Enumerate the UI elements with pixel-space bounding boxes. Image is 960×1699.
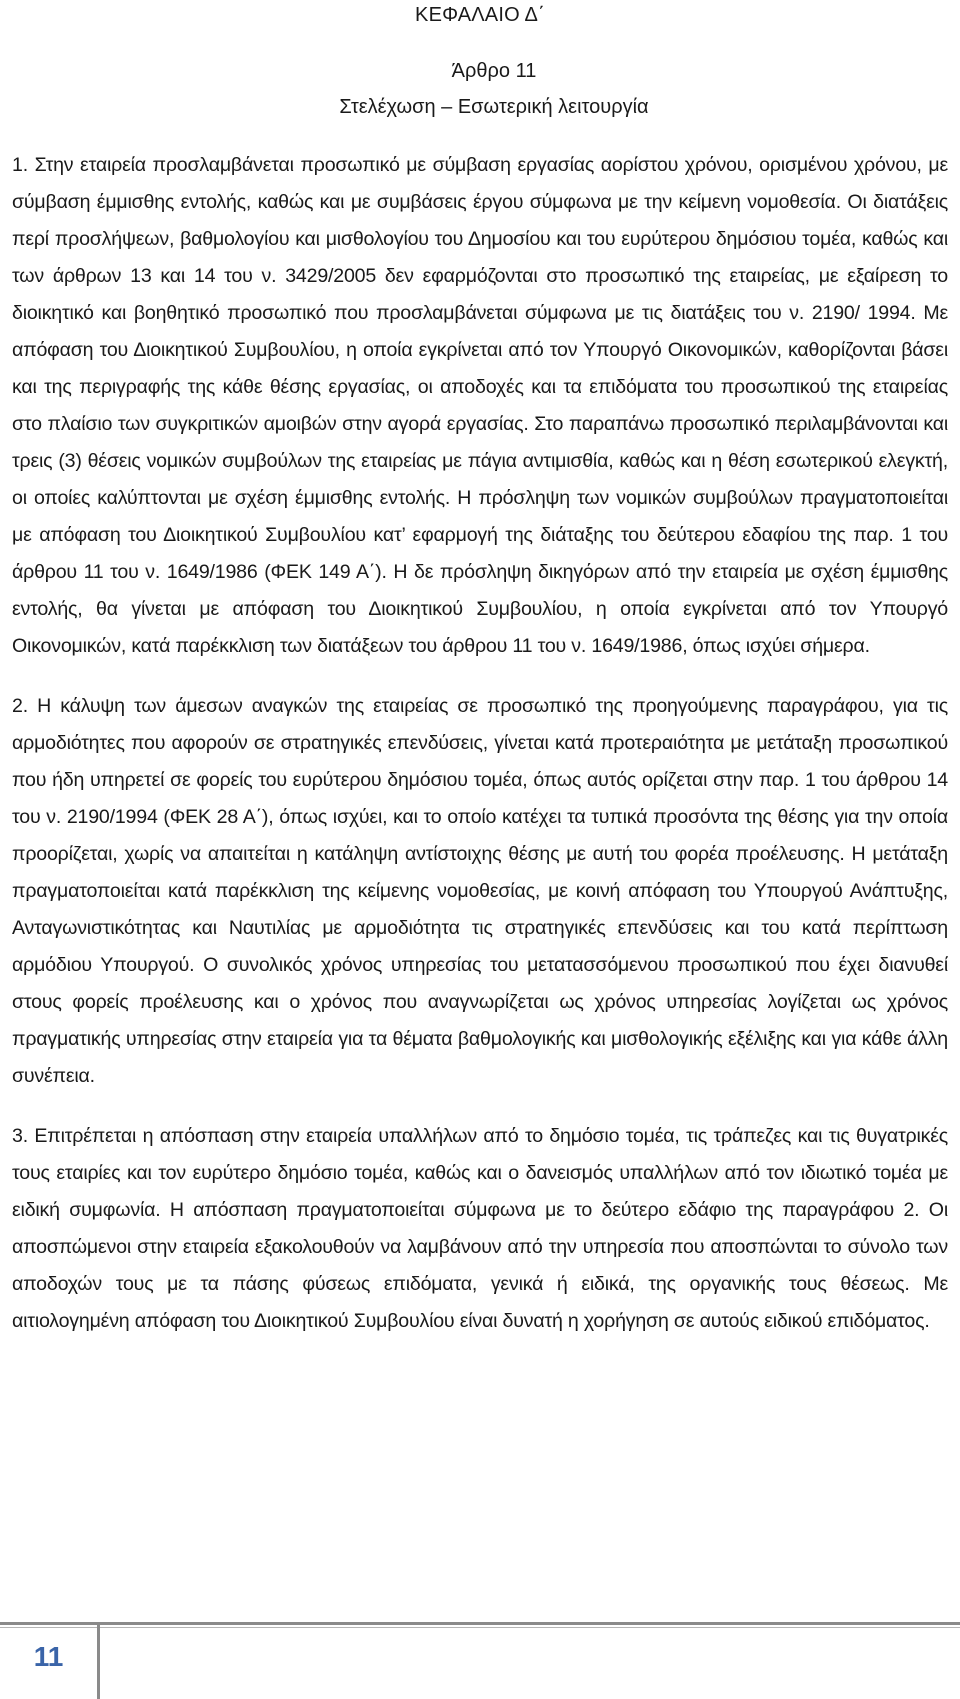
article-number: Άρθρο 11 xyxy=(451,60,537,82)
footer-divider xyxy=(0,1622,960,1625)
paragraph-3: 3. Επιτρέπεται η απόσπαση στην εταιρεία υπαλλήλων από το δημόσιο τομέα, τις τράπεζες και τις θυγατρικές τους εταιρίες και τον ευρύτερο δημόσιο τομέα, καθώς και ο δανεισμός υπαλλήλων από τον ιδιωτικό τομέα με ειδική συμφωνία. Η απόσπαση πραγματοποιείται σύμφωνα με το δεύτερο εδάφιο της παραγράφου 2. Οι αποσπώμενοι στην εταιρεία εξακολουθούν να λαμβάνουν από την υπηρεσία που αποσπώνται το σύνολο των αποδοχών τους με τα πάσης φύσεως επιδόματα, γενικά ή ειδικά, της οργανικής τους θέσεως. Με αιτιολογημένη απόφαση του Διοικητικού Συμβουλίου είναι δυνατή η χορήγηση σε αυτούς ειδικού επιδόματος. xyxy=(12,1125,948,1332)
page-number: 11 xyxy=(33,1641,64,1672)
paragraph-1: 1. Στην εταιρεία προσλαμβάνεται προσωπικό με σύμβαση εργασίας αορίστου χρόνου, ορισμένου χρόνου, με σύμβαση έμμισθης εντολής, καθώς και με συμβάσεις έργου σύμφωνα με την κείμενη νομοθεσία. Οι διατάξεις περί προσλήψεων, βαθμολογίου και μισθολογίου του Δημοσίου και του ευρύτερου δημόσιου τομέα, καθώς και των άρθρων 13 και 14 του ν. 3429/2005 δεν εφαρμόζονται στο προσωπικό της εταιρείας, με εξαίρεση το διοικητικό και βοηθητικό προσωπικό που προσλαμβάνεται σύμφωνα με τις διατάξεις του ν. 2190/ 1994. Με απόφαση του Διοικητικού Συμβουλίου, η οποία εγκρίνεται από τον Υπουργό Οικονομικών, καθορίζονται βάσει και της περιγραφής της κάθε θέσης εργασίας, οι αποδοχές και τα επιδόματα του προσωπικού της εταιρείας στο πλαίσιο των συγκριτικών αμοιβών στην αγορά εργασίας. Στο παραπάνω προσωπικό περιλαμβάνονται και τρεις (3) θέσεις νομικών συμβούλων της εταιρείας με πάγια αντιμισθία, καθώς και η θέση εσωτερικού ελεγκτή, οι οποίες καλύπτονται με σχέση έμμισθης εντολής. Η πρόσληψη των νομικών συμβούλων πραγματοποιείται με απόφαση του Διοικητικού Συμβουλίου κατ’ εφαρμογή της διάταξης του δεύτερου εδαφίου της παρ. 1 του άρθρου 11 του ν. 1649/1986 (ΦΕΚ 149 Α΄). Η δε πρόσληψη δικηγόρων από την εταιρεία με σχέση έμμισθης εντολής, θα γίνεται με απόφαση του Διοικητικού Συμβουλίου, η οποία εγκρίνεται από τον Υπουργό Οικονομικών, κατά παρέκκλιση των διατάξεων του άρθρου 11 του ν. 1649/1986, όπως ισχύει σήμερα. xyxy=(12,154,948,657)
footer-vertical-divider xyxy=(97,1622,100,1699)
paragraph-2: 2. Η κάλυψη των άμεσων αναγκών της εταιρείας σε προσωπικό της προηγούμενης παραγράφου, για τις αρμοδιότητες που αφορούν σε στρατηγικές επενδύσεις, γίνεται κατά προτεραιότητα με μετάταξη προσωπικού που ήδη υπηρετεί σε φορείς του ευρύτερου δημόσιου τομέα, όπως αυτός ορίζεται στην παρ. 1 του άρθρου 14 του ν. 2190/1994 (ΦΕΚ 28 Α΄), όπως ισχύει, και το οποίο κατέχει τα τυπικά προσόντα της θέσης για την οποία προορίζεται, χωρίς να απαιτείται η κατάληψη αντίστοιχης θέσης με αυτή του φορέα προέλευσης. Η μετάταξη πραγματοποιείται κατά παρέκκλιση της κείμενης νομοθεσίας, με κοινή απόφαση του Υπουργού Ανάπτυξης, Ανταγωνιστικότητας και Ναυτιλίας με αρμοδιότητα τις στρατηγικές επενδύσεις και του κατά περίπτωση αρμόδιου Υπουργού. Ο συνολικός χρόνος υπηρεσίας του μετατασσόμενου προσωπικού που έχει διανυθεί στους φορείς προέλευσης και ο χρόνος που αναγνωρίζεται ως χρόνος υπηρεσίας λογίζεται ως χρόνος πραγματικής υπηρεσίας στην εταιρεία για τα θέματα βαθμολογικής και μισθολογικής εξέλιξης και για κάθε άλλη συνέπεια. xyxy=(12,695,948,1087)
article-title: Στελέχωση – Εσωτερική λειτουργία xyxy=(339,96,649,118)
chapter-heading: ΚΕΦΑΛΑΙΟ Δ΄ xyxy=(415,4,545,26)
article-body xyxy=(12,147,948,1363)
footer-divider-thin xyxy=(0,1627,960,1628)
